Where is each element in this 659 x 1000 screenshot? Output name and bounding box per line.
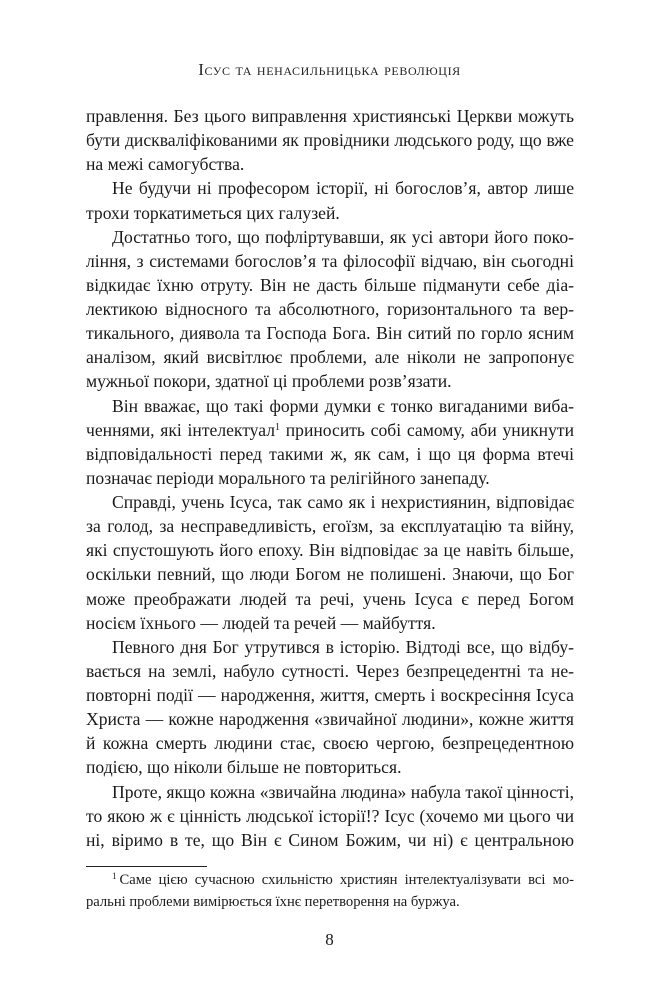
footnote-reference[interactable]: 1 [275, 421, 280, 433]
text-line: повторні події — народження, життя, смерть і воскресіння Ісуса [86, 685, 574, 705]
text-line: може преображати людей та речі, учень Ісуса є перед Богом [86, 588, 574, 609]
text-line: оскільки певний, що люди Богом не полишені. Знаючи, що Бог [86, 564, 574, 585]
text-line: тикального, диявола та Господа Бога. Він ситий по горло ясним [86, 323, 574, 344]
text-line: мужньої покори, здатної ці проблеми розв’язати. [86, 371, 452, 392]
footnote-separator [86, 866, 207, 867]
paragraph-start-line: Справді, учень Ісуса, так само як і нехристиянин, відповідає [112, 492, 574, 512]
paragraph-start-line: Достатньо того, що пофліртувавши, як усі автори його поко- [112, 226, 574, 247]
text-line: які спустошують його епоху. Він відповідає за це навіть більше, [86, 540, 574, 561]
text-line: аналізом, який висвітлює проблеми, але ніколи не запропонує [86, 347, 574, 368]
text-line: носієм їхнього — людей та речей — майбуття. [86, 612, 436, 633]
footnote-line [86, 869, 574, 891]
footnote-text: Саме цією сучасною схильністю християн інтелектуалізувати всі мо- [119, 872, 574, 888]
text-line: відповідальності перед такими ж, як сам, і що ця форма втечі [86, 443, 574, 464]
running-header-title: Ісус та ненасильницька революція [198, 60, 461, 79]
footnote-line: ральні проблеми вимірюється їхнє перетворення на буржуа. [86, 894, 460, 910]
footnote [86, 869, 574, 913]
text-line: відкидає їхню отруту. Він не дасть більше підманути себе діа- [86, 274, 574, 295]
text-line: вається на землі, набуло сутності. Через безпрецедентні та не- [86, 660, 574, 681]
text-line: й кожна смерть людини стає, своєю чергою, безпрецедентною [86, 733, 574, 754]
text-line-with-footnote [86, 418, 574, 442]
text-line: подією, що ніколи більше не повториться. [86, 757, 402, 778]
text-line: то якою ж є цінність людської історії!? Ісус (хочемо ми цього чи [86, 805, 574, 826]
text-line: Христа — кожне народження «звичайної людини», кожне життя [86, 709, 574, 730]
text-line: трохи торкатиметься цих галузей. [86, 202, 340, 223]
text-line: ні, віримо в те, що Він є Сином Божим, чи ні) є центральною [86, 829, 574, 850]
paragraph-start-line: Він вважає, що такі форми думки є тонко вигаданими виба- [112, 395, 574, 416]
text-line: лектикою відносного та абсолютного, горизонтального та вер- [86, 299, 574, 319]
text-line: бути дискваліфікованими як провідники людського роду, що вже [86, 130, 574, 151]
text-line: правлення. Без цього виправлення християнські Церкви можуть [86, 106, 574, 126]
page-number: 8 [325, 930, 334, 949]
paragraph-start-line: Не будучи ні професором історії, ні богослов’я, автор лише [112, 178, 574, 199]
text-segment: приносить собі самому, аби уникнути [280, 419, 574, 440]
text-line: позначає періоди морального та релігійного занепаду. [86, 467, 490, 488]
paragraph-start-line: Певного дня Бог утрутився в історію. Відтоді все, що відбу- [112, 636, 574, 657]
text-line: ління, з системами богослов’я та філософії відчаю, він сьогодні [86, 250, 574, 271]
footnote-mark: 1 [112, 871, 117, 881]
paragraph-start-line: Проте, якщо кожна «звичайна людина» набула такої цінності, [112, 781, 574, 802]
text-line: на межі самогубства. [86, 154, 245, 175]
text-line: за голод, за несправедливість, егоїзм, за експлуатацію та війну, [86, 516, 574, 537]
text-segment: ченнями, які інтелектуал [86, 419, 275, 440]
body-text [86, 104, 574, 852]
